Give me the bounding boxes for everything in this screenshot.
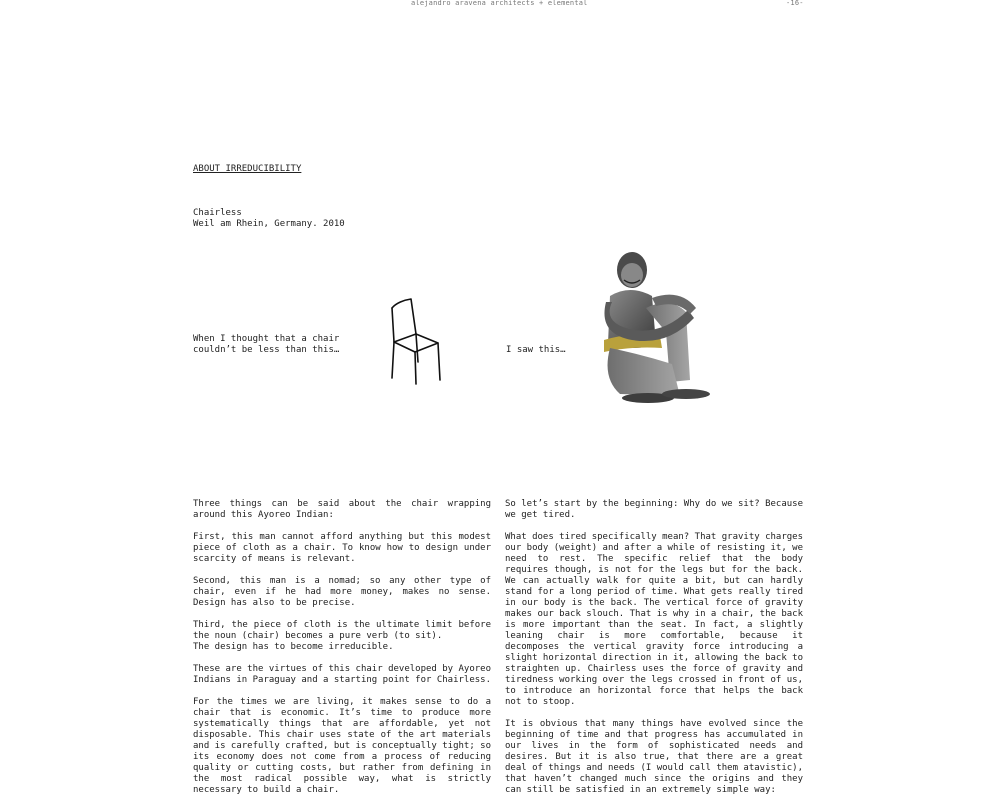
page-number: -16- <box>786 0 804 7</box>
left-paragraph: First, this man cannot afford anything but this modest piece of cloth as a chair. To know how to design under scarcity of means is relevant. <box>193 532 491 564</box>
left-paragraph: For the times we are living, it makes sense to do a chair that is economic. It’s time to produce more systematically things that are affordable, yet not disposable. This chair uses state of the art materials and is carefully crafted, but is conceptually tight; so its economy does not come from a process of reducing quality or cutting costs, but rather from defining in the most radical possible way, what is strictly necessary to build a chair. <box>193 697 492 795</box>
left-paragraph: Third, the piece of cloth is the ultimate limit before the noun (chair) becomes a pure verb (to sit). The design has to become irreducible. <box>193 620 491 652</box>
left-paragraph: These are the virtues of this chair developed by Ayoreo Indians in Paraguay and a starting point for Chairless. <box>193 664 492 685</box>
right-column <box>505 499 803 807</box>
left-column <box>193 499 491 807</box>
project-block <box>193 208 345 230</box>
chair-caption: When I thought that a chair couldn’t be less than this… <box>193 334 340 355</box>
chair-sketch <box>382 296 446 388</box>
ayoreo-man-photo <box>590 248 720 404</box>
man-caption: I saw this… <box>506 345 566 355</box>
left-paragraph: Three things can be said about the chair wrapping around this Ayoreo Indian: <box>193 499 491 520</box>
right-paragraph: It is obvious that many things have evolved since the beginning of time and that progress has accumulated in our lives in the form of sophisticated needs and desires. But it is also true, that there are a great deal of things and needs (I would call them atavistic), that haven’t changed much since the origins and they can still be satisfied in an extremely simple way: <box>505 719 804 795</box>
running-header: alejandro aravena architects + elemental <box>411 0 588 7</box>
right-paragraph: What does tired specifically mean? That gravity charges our body (weight) and after a while of resisting it, we need to rest. The specific relief that the body requires though, is not for the legs but for the back. We can actually walk for quite a bit, but can hardly stand for a long period of time. What gets really tired in our body is the back. The vertical force of gravity makes our back slouch. That is why in a chair, the back is more important than the seat. In fact, a slightly leaning chair is more comfortable, because it decomposes the vertical gravity force introducing a slight horizontal direction in it, allowing the back to straighten up. Chairless uses the force of gravity and tiredness working over the legs crossed in front of us, to introduce an horizontal force that helps the back not to stoop. <box>505 532 804 707</box>
left-paragraph: Second, this man is a nomad; so any other type of chair, even if he had more money, makes no sense. Design has also to be precise. <box>193 576 491 608</box>
right-paragraph: So let’s start by the beginning: Why do we sit? Because we get tired. <box>505 499 804 520</box>
project-name: Chairless <box>193 208 242 218</box>
section-title: ABOUT IRREDUCIBILITY <box>193 164 302 174</box>
project-location-date: Weil am Rhein, Germany. 2010 <box>193 219 345 229</box>
